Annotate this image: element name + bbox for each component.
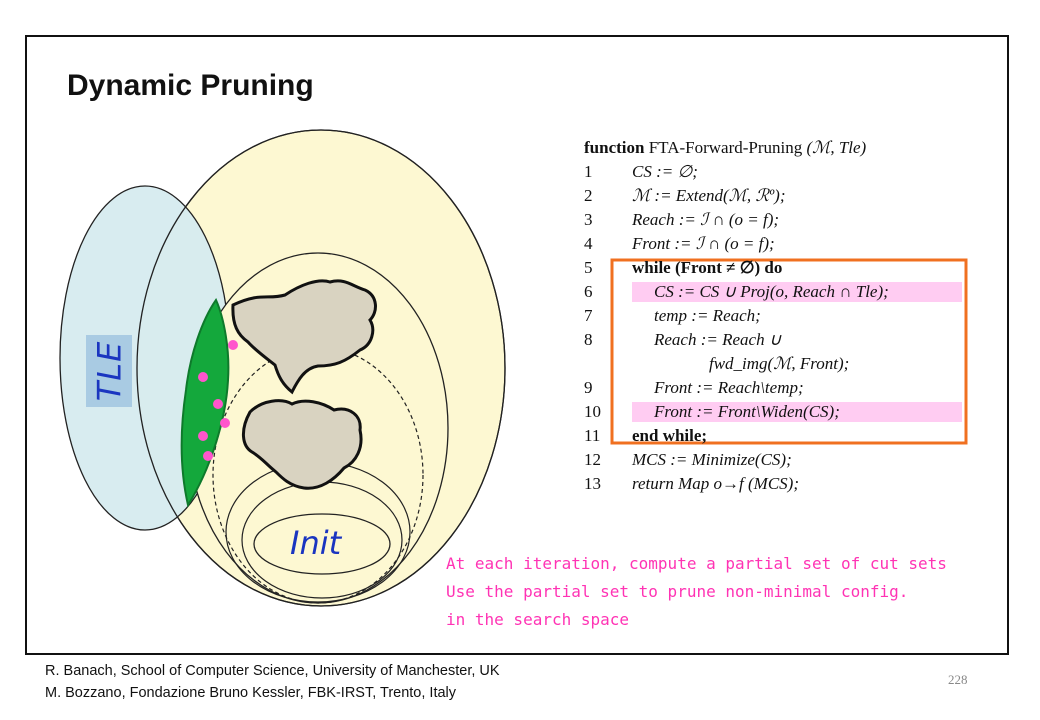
page-number: 228 xyxy=(948,672,968,687)
footer-credits xyxy=(45,660,500,704)
slide-title: Dynamic Pruning xyxy=(67,69,314,102)
algorithm-line xyxy=(584,378,964,402)
algorithm-line xyxy=(584,306,964,330)
line-code: Reach := Reach ∪ xyxy=(654,330,782,349)
line-code: while (Front ≠ ∅) do xyxy=(632,258,783,277)
algorithm-line xyxy=(584,426,964,450)
algorithm-line xyxy=(584,450,964,474)
algorithm-line xyxy=(584,354,964,378)
line-number: 4 xyxy=(584,234,593,253)
line-number: 6 xyxy=(584,282,593,301)
line-number: 5 xyxy=(584,258,593,277)
line-number: 11 xyxy=(584,426,601,445)
cut-set-dot xyxy=(198,372,208,382)
cut-set-dot xyxy=(228,340,238,350)
tle-label xyxy=(86,335,132,407)
line-number: 3 xyxy=(584,210,593,229)
line-number: 9 xyxy=(584,378,593,397)
line-code: return Map o→f (MCS); xyxy=(632,474,799,493)
line-code: end while; xyxy=(632,426,708,445)
algorithm-line xyxy=(584,258,964,282)
algorithm-line xyxy=(584,330,964,354)
annotation-note xyxy=(446,550,947,634)
line-number: 7 xyxy=(584,306,593,325)
algorithm-line xyxy=(584,186,964,210)
algorithm-line xyxy=(584,162,964,186)
note-line: Use the partial set to prune non-minimal config. xyxy=(446,582,909,601)
line-code: ℳ := Extend(ℳ, ℛº); xyxy=(632,186,786,205)
line-code: fwd_img(ℳ, Front); xyxy=(709,354,850,373)
line-number: 1 xyxy=(584,162,593,181)
tle-label-text: TLE xyxy=(90,340,128,402)
line-code: Front := Front\Widen(CS); xyxy=(632,402,962,422)
note-line: in the search space xyxy=(446,610,630,629)
line-number: 12 xyxy=(584,450,601,469)
cut-set-dot xyxy=(203,451,213,461)
function-name: FTA-Forward-Pruning xyxy=(648,138,803,157)
cut-set-dot xyxy=(198,431,208,441)
line-code: Reach := ℐ ∩ (o = f); xyxy=(632,210,780,229)
function-args: (ℳ, Tle) xyxy=(806,138,867,157)
line-code: Front := ℐ ∩ (o = f); xyxy=(632,234,775,253)
algorithm-line xyxy=(584,210,964,234)
line-code: CS := ∅; xyxy=(632,162,698,181)
function-keyword: function xyxy=(584,138,645,157)
line-code: temp := Reach; xyxy=(654,306,761,325)
line-number: 13 xyxy=(584,474,601,493)
line-number: 8 xyxy=(584,330,593,349)
init-label: Init xyxy=(290,524,342,562)
footer-line: R. Banach, School of Computer Science, University of Manchester, UK xyxy=(45,663,500,679)
algorithm-line xyxy=(584,402,964,426)
algorithm-line xyxy=(584,282,964,306)
line-code: Front := Reach\temp; xyxy=(654,378,804,397)
line-code: CS := CS ∪ Proj(o, Reach ∩ Tle); xyxy=(632,282,962,302)
cut-set-dot xyxy=(213,399,223,409)
note-line: At each iteration, compute a partial set of cut sets xyxy=(446,554,947,573)
cut-set-dot xyxy=(220,418,230,428)
line-number: 2 xyxy=(584,186,593,205)
algorithm-line xyxy=(584,234,964,258)
algorithm-header xyxy=(584,138,866,158)
line-number: 10 xyxy=(584,402,601,421)
line-code: MCS := Minimize(CS); xyxy=(632,450,792,469)
algorithm-line xyxy=(584,474,964,498)
footer-line: M. Bozzano, Fondazione Bruno Kessler, FBK-IRST, Trento, Italy xyxy=(45,685,457,701)
